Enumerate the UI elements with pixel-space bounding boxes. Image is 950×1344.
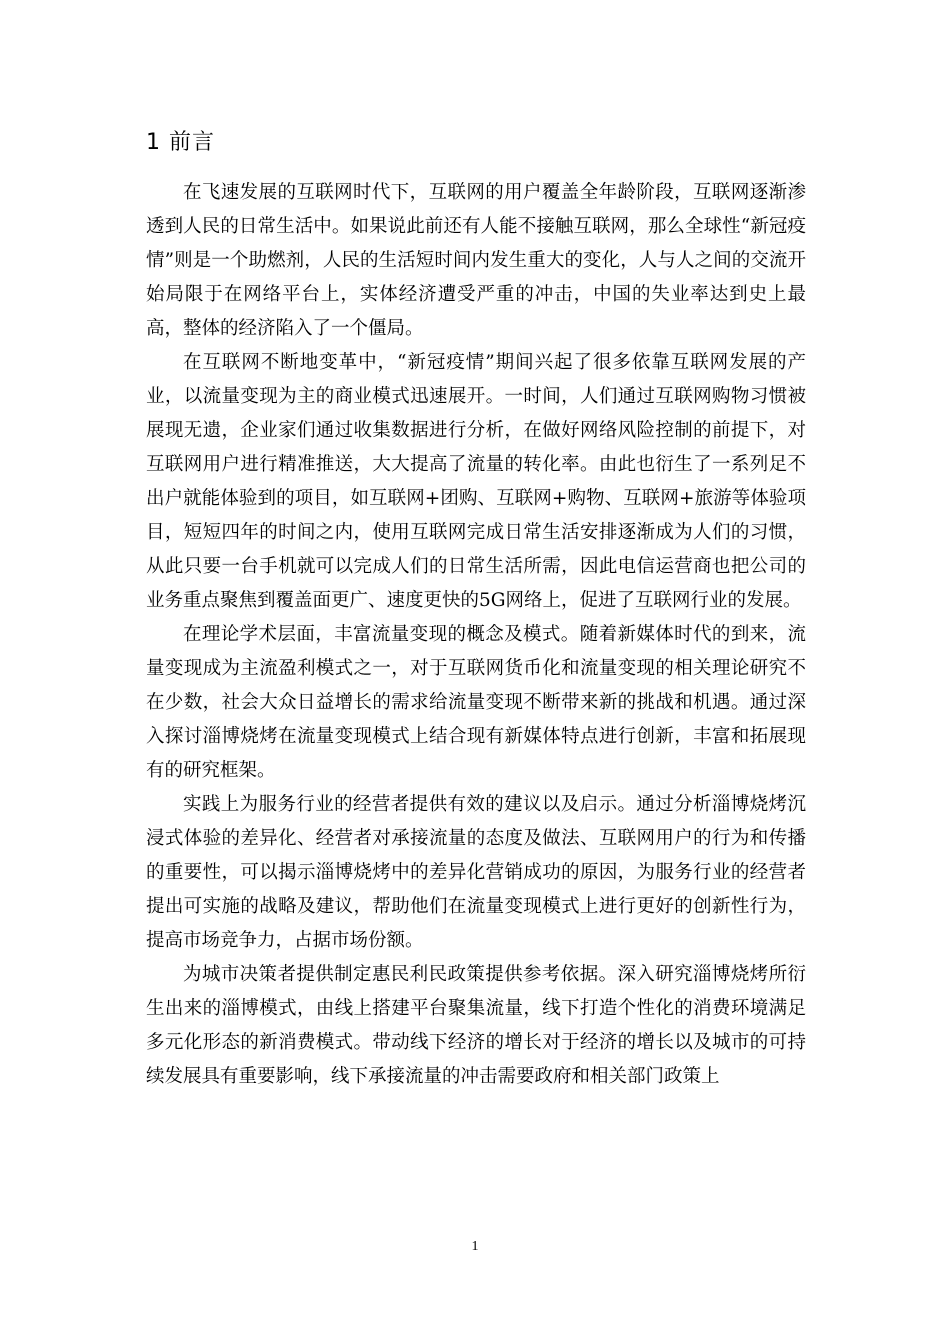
body-text	[146, 176, 806, 1094]
paragraph-2: 在互联网不断地变革中，“新冠疫情”期间兴起了很多依靠互联网发展的产业，以流量变现为主的商业模式迅速展开。一时间，人们通过互联网购物习惯被展现无遗，企业家们通过收集数据进行分析，在做好网络风险控制的前提下，对互联网用户进行精准推送，大大提高了流量的转化率。由此也衍生了一系列足不出户就能体验到的项目，如互联网+团购、互联网+购物、互联网+旅游等体验项目，短短四年的时间之内，使用互联网完成日常生活安排逐渐成为人们的习惯，从此只要一台手机就可以完成人们的日常生活所需，因此电信运营商也把公司的业务重点聚焦到覆盖面更广、速度更快的5G网络上，促进了互联网行业的发展。	[146, 352, 806, 611]
paragraph-5: 为城市决策者提供制定惠民利民政策提供参考依据。深入研究淄博烧烤所衍生出来的淄博模式，由线上搭建平台聚集流量，线下打造个性化的消费环境满足多元化形态的新消费模式。带动线下经济的增长对于经济的增长以及城市的可持续发展具有重要影响，线下承接流量的冲击需要政府和相关部门政策上	[146, 964, 806, 1087]
paragraph-4: 实践上为服务行业的经营者提供有效的建议以及启示。通过分析淄博烧烤沉浸式体验的差异化、经营者对承接流量的态度及做法、互联网用户的行为和传播的重要性，可以揭示淄博烧烤中的差异化营销成功的原因，为服务行业的经营者提出可实施的战略及建议，帮助他们在流量变现模式上进行更好的创新性行为，提高市场竞争力，占据市场份额。	[146, 794, 806, 951]
section-heading: 1 前言	[146, 130, 215, 155]
page-number: 1	[471, 1239, 479, 1254]
paragraph-3: 在理论学术层面，丰富流量变现的概念及模式。随着新媒体时代的到来，流量变现成为主流盈利模式之一，对于互联网货币化和流量变现的相关理论研究不在少数，社会大众日益增长的需求给流量变现不断带来新的挑战和机遇。通过深入探讨淄博烧烤在流量变现模式上结合现有新媒体特点进行创新，丰富和拓展现有的研究框架。	[146, 624, 806, 781]
paragraph-1: 在飞速发展的互联网时代下，互联网的用户覆盖全年龄阶段，互联网逐渐渗透到人民的日常生活中。如果说此前还有人能不接触互联网，那么全球性“新冠疫情”则是一个助燃剂，人民的生活短时间内发生重大的变化，人与人之间的交流开始局限于在网络平台上，实体经济遭受严重的冲击，中国的失业率达到史上最高，整体的经济陷入了一个僵局。	[146, 182, 806, 339]
